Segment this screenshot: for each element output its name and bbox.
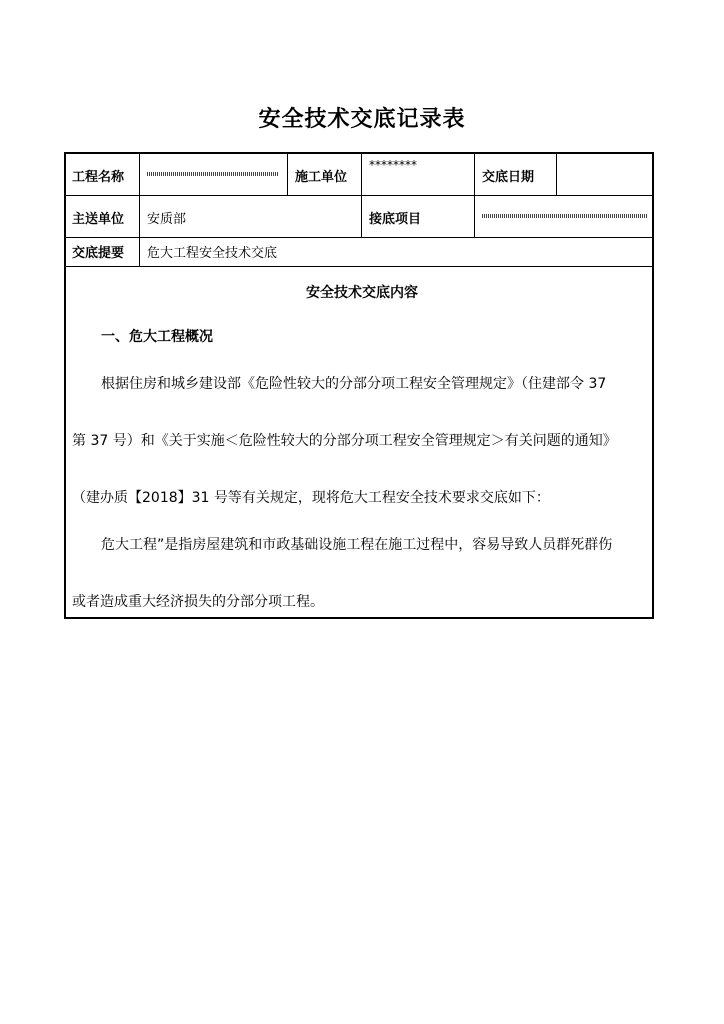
row-divider bbox=[64, 266, 654, 267]
content-heading: 安全技术交底内容 bbox=[306, 285, 418, 301]
document-title: 安全技术交底记录表 bbox=[258, 107, 466, 132]
row-divider bbox=[64, 195, 654, 196]
content-line: 根据住房和城乡建设部《危险性较大的分部分项工程安全管理规定》（住建部令 37 bbox=[101, 376, 607, 392]
col-divider bbox=[361, 152, 362, 237]
col-divider bbox=[474, 152, 475, 237]
row-divider bbox=[64, 237, 654, 238]
col-divider bbox=[139, 152, 140, 266]
construction-unit-label: 施工单位 bbox=[295, 170, 348, 185]
handover-date-label: 交底日期 bbox=[482, 170, 535, 185]
content-line: 第 37 号）和《关于实施＜危险性较大的分部分项工程安全管理规定＞有关问题的通知》 bbox=[72, 433, 617, 449]
receive-item-label: 接底项目 bbox=[369, 212, 422, 227]
content-line: 危大工程”是指房屋建筑和市政基础设施工程在施工过程中，容易导致人员群死群伤 bbox=[101, 537, 613, 553]
construction-unit-value: ******** bbox=[369, 158, 417, 172]
project-name-value bbox=[147, 172, 279, 176]
summary-value: 危大工程安全技术交底 bbox=[147, 246, 278, 261]
col-divider bbox=[556, 152, 557, 195]
section-title: 一、危大工程概况 bbox=[101, 329, 213, 345]
summary-label: 交底提要 bbox=[72, 246, 125, 261]
receive-item-value bbox=[482, 214, 648, 218]
content-line: 或者造成重大经济损失的分部分项工程。 bbox=[72, 594, 324, 610]
content-line: （建办质【2018】31 号等有关规定，现将危大工程安全技术要求交底如下： bbox=[72, 490, 550, 506]
project-name-label: 工程名称 bbox=[72, 170, 125, 185]
sent-to-label: 主送单位 bbox=[72, 212, 125, 227]
sent-to-value: 安质部 bbox=[147, 212, 187, 227]
col-divider bbox=[287, 152, 288, 195]
